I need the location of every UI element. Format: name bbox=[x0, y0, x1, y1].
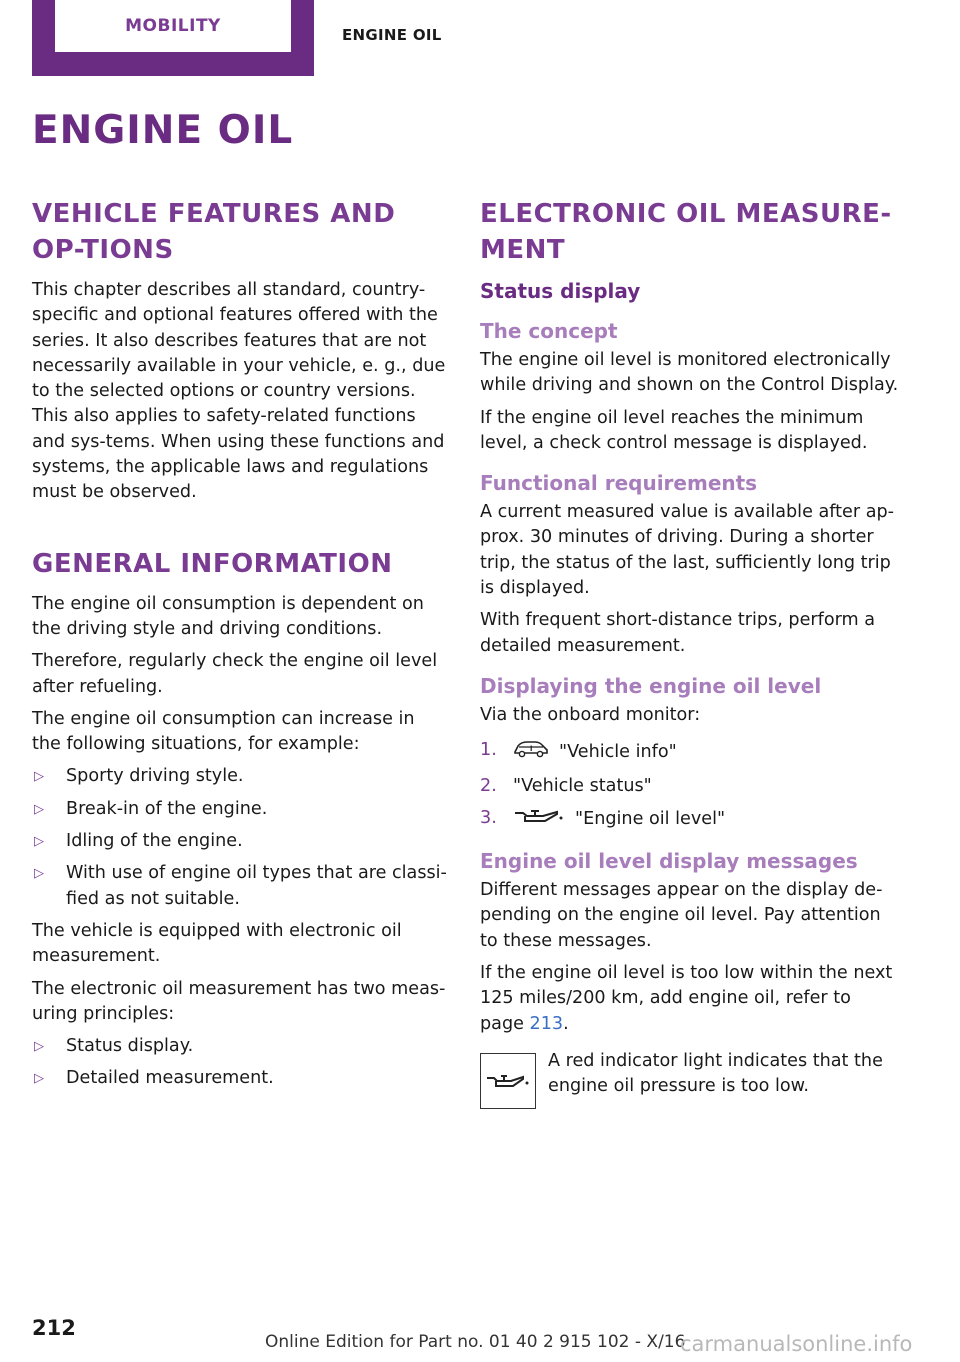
list-item: ▷ With use of engine oil types that are classi-fied as not suitable. bbox=[34, 863, 447, 909]
chapter-label: ENGINE OIL bbox=[342, 26, 442, 44]
messages-paragraph: If the engine oil level is too low within the next 125 miles/200 km, add engine oil, refer to page 213. bbox=[480, 963, 893, 1034]
page-number: 212 bbox=[32, 1316, 76, 1340]
note-text: A red indicator light indicates that the engine oil pressure is too low. bbox=[548, 1050, 883, 1097]
list-item: 2. "Vehicle status" bbox=[480, 775, 652, 796]
oil-can-icon bbox=[513, 806, 565, 834]
triangle-bullet-icon: ▷ bbox=[34, 834, 44, 850]
watermark: carmanualsonline.info bbox=[680, 1332, 913, 1356]
principles-list bbox=[32, 1034, 448, 1092]
svg-text:i: i bbox=[530, 745, 533, 754]
concept-paragraph: The engine oil level is monitored electronically while driving and shown on the Control Display. bbox=[480, 350, 899, 396]
features-text: This chapter describes all standard, country-specific and optional features offered with the series. It also describes features that are not necessarily available in your vehicle, e. g., due to the selected options or country versions. This also applies to safety-related functions and sys-tems. When using these functions and systems, the applicable laws and regulations must be observed. bbox=[32, 280, 446, 503]
situations-list bbox=[32, 764, 448, 911]
general-heading: GENERAL INFORMATION bbox=[32, 548, 393, 579]
list-item: ▷ Break-in of the engine. bbox=[32, 797, 448, 822]
steps-list bbox=[480, 738, 900, 834]
concept-paragraph: If the engine oil level reaches the minimum level, a check control message is displayed. bbox=[480, 407, 868, 453]
page-reference-link[interactable]: 213 bbox=[529, 1013, 564, 1034]
left-column bbox=[32, 196, 448, 1099]
section-tab[interactable] bbox=[32, 0, 314, 76]
display-messages-heading: Engine oil level display messages bbox=[480, 849, 858, 874]
triangle-bullet-icon: ▷ bbox=[34, 1071, 44, 1087]
features-heading: VEHICLE FEATURES AND OP-TIONS bbox=[32, 199, 396, 265]
oil-measurement-heading: ELECTRONIC OIL MEASURE-MENT bbox=[480, 199, 892, 265]
display-paragraph: Via the onboard monitor: bbox=[480, 704, 701, 725]
edition-footer: Online Edition for Part no. 01 40 2 915 102 - X/16 bbox=[265, 1332, 686, 1352]
displaying-oil-level-heading: Displaying the engine oil level bbox=[480, 673, 822, 698]
right-column bbox=[480, 196, 900, 1109]
list-item: ▷ Idling of the engine. bbox=[32, 829, 448, 854]
func-paragraph: A current measured value is available after ap-prox. 30 minutes of driving. During a shorter trip, the status of the last, sufficiently long trip is displayed. bbox=[480, 502, 894, 599]
triangle-bullet-icon: ▷ bbox=[34, 866, 44, 882]
indicator-note bbox=[480, 1049, 900, 1109]
car-info-icon bbox=[513, 738, 549, 766]
oil-pressure-warning-icon bbox=[480, 1053, 536, 1109]
concept-heading: The concept bbox=[480, 319, 618, 343]
functional-requirements-heading: Functional requirements bbox=[480, 471, 758, 496]
list-item: ▷ Status display. bbox=[32, 1034, 448, 1059]
list-item: ▷ Sporty driving style. bbox=[32, 764, 448, 789]
general-paragraph: Therefore, regularly check the engine oil level after refueling. bbox=[32, 651, 438, 697]
general-paragraph: The electronic oil measurement has two meas-uring principles: bbox=[32, 978, 446, 1024]
messages-paragraph: Different messages appear on the display de-pending on the engine oil level. Pay attention to these messages. bbox=[480, 880, 883, 951]
triangle-bullet-icon: ▷ bbox=[34, 769, 44, 785]
triangle-bullet-icon: ▷ bbox=[34, 1039, 44, 1055]
general-paragraph: The vehicle is equipped with electronic oil measurement. bbox=[32, 920, 402, 967]
list-item: ▷ Detailed measurement. bbox=[32, 1066, 448, 1091]
page-title: ENGINE OIL bbox=[32, 108, 294, 153]
general-paragraph: The engine oil consumption can increase in the following situations, for example: bbox=[32, 708, 415, 755]
list-item: 3. "Engine oil level" bbox=[480, 806, 900, 834]
status-display-heading: Status display bbox=[480, 279, 641, 303]
section-tab-label: MOBILITY bbox=[55, 0, 291, 52]
list-item: 1. i "Vehicle info" bbox=[480, 738, 900, 766]
general-paragraph: The engine oil consumption is dependent on the driving style and driving conditions. bbox=[32, 593, 424, 639]
triangle-bullet-icon: ▷ bbox=[34, 801, 44, 817]
func-paragraph: With frequent short-distance trips, perform a detailed measurement. bbox=[480, 610, 876, 656]
